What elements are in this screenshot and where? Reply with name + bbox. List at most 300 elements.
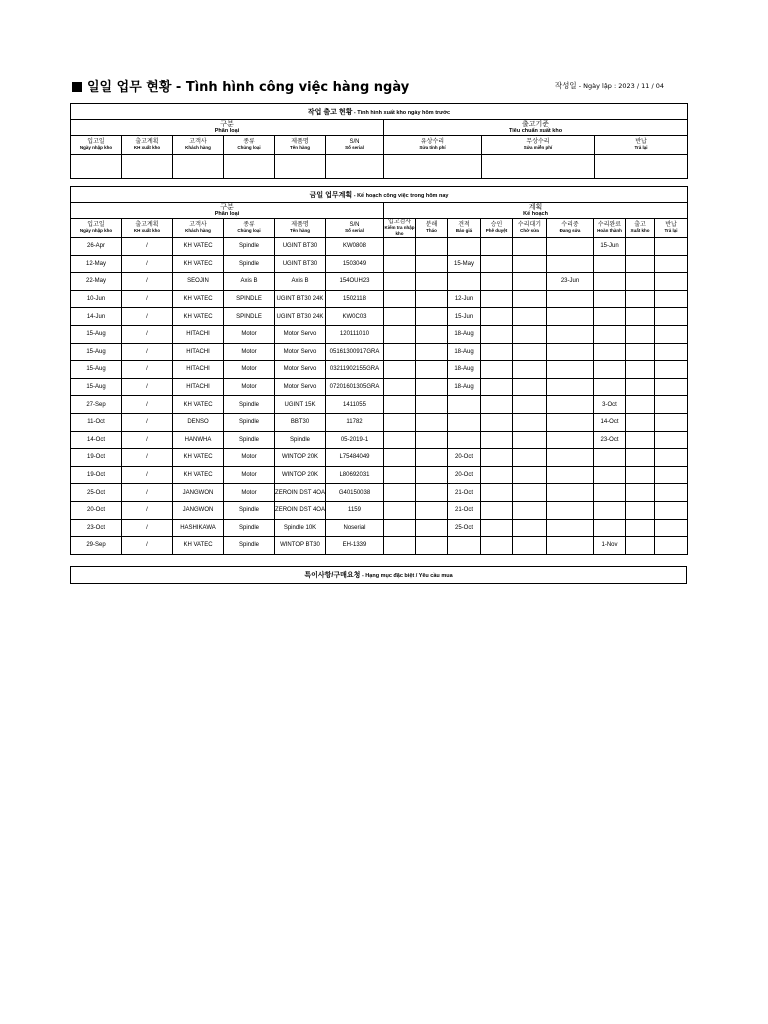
table-cell — [481, 537, 513, 555]
table-cell: Motor — [224, 325, 275, 343]
table-cell — [513, 484, 547, 502]
table-cell — [448, 396, 481, 414]
column-header: S/N Số serial — [326, 219, 384, 238]
table-cell: 22-May — [71, 273, 122, 291]
table-cell — [655, 449, 688, 467]
table-cell: Spindle — [224, 238, 275, 256]
table-cell: Motor — [224, 484, 275, 502]
table-cell: 12-May — [71, 255, 122, 273]
table-cell: 05161300917GRA — [326, 343, 384, 361]
date-value: 2023 / 11 / 04 — [618, 82, 664, 90]
table-cell: Noserial — [326, 519, 384, 537]
table-cell: KH VATEC — [173, 537, 224, 555]
table-cell — [416, 273, 448, 291]
table-cell: DENSO — [173, 413, 224, 431]
table-cell — [481, 361, 513, 379]
table-cell — [547, 325, 594, 343]
table-cell — [416, 308, 448, 326]
column-header-row — [71, 136, 688, 155]
table-cell — [655, 431, 688, 449]
table-cell — [626, 273, 655, 291]
table-cell: 15-Jun — [594, 238, 626, 256]
table-cell: 120111010 — [326, 325, 384, 343]
table-cell — [594, 519, 626, 537]
table-cell — [481, 431, 513, 449]
group-shipping-standard: 출고기준 Tiêu chuẩn xuất kho — [384, 120, 688, 136]
table-cell — [594, 361, 626, 379]
column-header: 입고검사 Kiểm tra nhập kho — [384, 219, 415, 236]
table-cell — [481, 343, 513, 361]
column-header: 견적 Báo giá — [448, 219, 481, 238]
table-cell — [594, 466, 626, 484]
column-header: S/N Số serial — [326, 136, 384, 155]
table-cell: KH VATEC — [173, 396, 224, 414]
table-cell: Motor Servo — [275, 325, 326, 343]
table-cell — [384, 431, 416, 449]
table-cell: 20-Oct — [448, 466, 481, 484]
table-cell — [513, 361, 547, 379]
table-cell — [481, 519, 513, 537]
table-cell — [655, 466, 688, 484]
table-cell — [626, 519, 655, 537]
table-cell — [626, 308, 655, 326]
table-cell: / — [122, 396, 173, 414]
table-cell — [416, 255, 448, 273]
table-cell: BBT30 — [275, 413, 326, 431]
table-cell: HITACHI — [173, 325, 224, 343]
table-cell: 154OUH23 — [326, 273, 384, 291]
table-cell — [655, 413, 688, 431]
table-cell — [594, 378, 626, 396]
column-header: 승인 Phê duyệt — [481, 219, 513, 238]
table-cell — [384, 343, 416, 361]
table-cell — [513, 325, 547, 343]
table-cell — [384, 238, 416, 256]
table-cell — [626, 378, 655, 396]
table-cell: 23-Oct — [594, 431, 626, 449]
table-cell: Motor — [224, 378, 275, 396]
table-cell: 1411055 — [326, 396, 384, 414]
table-cell: / — [122, 519, 173, 537]
table-cell — [481, 290, 513, 308]
table-cell: WINTOP 20K — [275, 466, 326, 484]
table-cell: 11782 — [326, 413, 384, 431]
column-header: 반납 Trả lại — [655, 219, 688, 238]
table-cell — [416, 290, 448, 308]
table-cell: L80692031 — [326, 466, 384, 484]
column-header-row — [71, 219, 688, 238]
table-cell — [384, 466, 416, 484]
table-cell — [655, 519, 688, 537]
table-cell — [481, 238, 513, 256]
table-row — [71, 155, 688, 179]
table-cell — [626, 255, 655, 273]
table-cell: 21-Oct — [448, 501, 481, 519]
table-cell — [481, 378, 513, 396]
column-header: 고객사 Khách hàng — [173, 136, 224, 155]
column-header: 입고일 Ngày nhập kho — [71, 219, 122, 238]
table-cell: / — [122, 290, 173, 308]
table-cell — [655, 308, 688, 326]
table-cell: 15-May — [448, 255, 481, 273]
table-cell — [547, 449, 594, 467]
table-cell: / — [122, 343, 173, 361]
table-row — [71, 466, 688, 484]
table-cell: ZEROIN DST 4OA — [275, 484, 326, 502]
table-cell — [416, 378, 448, 396]
square-bullet-icon — [72, 82, 82, 92]
column-header: 출고계획 KH xuất kho — [122, 136, 173, 155]
date-label-vi: - Ngày lập : — [576, 82, 619, 90]
table-cell — [481, 325, 513, 343]
table-cell — [655, 290, 688, 308]
table-cell — [384, 325, 416, 343]
table-cell: ZEROIN DST 4OA — [275, 501, 326, 519]
table-cell: HITACHI — [173, 343, 224, 361]
table-cell — [626, 238, 655, 256]
table-cell: 29-Sep — [71, 537, 122, 555]
table-cell — [655, 238, 688, 256]
table-cell — [513, 501, 547, 519]
table-cell: Motor — [224, 343, 275, 361]
table-cell — [594, 501, 626, 519]
table-cell — [481, 466, 513, 484]
table-cell — [594, 290, 626, 308]
table-cell — [594, 484, 626, 502]
table-row — [71, 290, 688, 308]
table-cell — [513, 413, 547, 431]
table-cell — [448, 238, 481, 256]
special-notes-table — [70, 566, 687, 584]
column-header: 제품명 Tên hàng — [275, 219, 326, 238]
table-cell — [384, 396, 416, 414]
table-cell — [416, 361, 448, 379]
table-cell: KH VATEC — [173, 238, 224, 256]
table-cell: 19-Oct — [71, 449, 122, 467]
table-cell: 15-Aug — [71, 325, 122, 343]
table-cell — [594, 308, 626, 326]
column-header: 출고 Xuất kho — [626, 219, 655, 238]
table-cell — [626, 501, 655, 519]
table-cell — [626, 466, 655, 484]
table-cell: SEOJIN — [173, 273, 224, 291]
table-cell: G40150038 — [326, 484, 384, 502]
table-cell: 20-Oct — [448, 449, 481, 467]
table-cell — [626, 325, 655, 343]
table-cell — [416, 519, 448, 537]
section-title: 작업 출고 현황 - Tình hình xuất kho ngày hôm trước — [71, 104, 688, 120]
table-cell: Motor Servo — [275, 361, 326, 379]
table-cell: 14-Oct — [594, 413, 626, 431]
table-cell — [384, 484, 416, 502]
table-cell: Spindle — [224, 537, 275, 555]
table-cell — [384, 537, 416, 555]
column-header: 분해 Tháo — [416, 219, 448, 238]
column-header: 종류 Chủng loại — [224, 219, 275, 238]
column-header: 유상수리 Sửa tính phí — [384, 136, 482, 155]
table-cell: / — [122, 466, 173, 484]
table-cell: 05-2019-1 — [326, 431, 384, 449]
table-cell: / — [122, 273, 173, 291]
table-cell: HASHIKAWA — [173, 519, 224, 537]
column-header: 무상수리 Sửa miễn phí — [482, 136, 595, 155]
table-cell: KW0C03 — [326, 308, 384, 326]
column-header: 수리완료 Hoàn thành — [594, 219, 626, 238]
table-cell: 1159 — [326, 501, 384, 519]
table-cell — [513, 396, 547, 414]
table-cell — [513, 378, 547, 396]
column-header: 반납 Trả lại — [595, 136, 688, 155]
table-cell: Motor Servo — [275, 343, 326, 361]
table-cell: UGINT BT30 24K — [275, 308, 326, 326]
table-cell: 1502118 — [326, 290, 384, 308]
table-cell: KW0808 — [326, 238, 384, 256]
table-cell: 20-Oct — [71, 501, 122, 519]
table-cell — [594, 449, 626, 467]
table-cell — [384, 308, 416, 326]
table-cell: 21-Oct — [448, 484, 481, 502]
table-cell — [448, 537, 481, 555]
table-cell: / — [122, 378, 173, 396]
table-cell: Spindle — [224, 396, 275, 414]
table-cell — [448, 273, 481, 291]
table-cell: Motor — [224, 466, 275, 484]
table-cell: / — [122, 238, 173, 256]
table-cell: 14-Jun — [71, 308, 122, 326]
table-cell: / — [122, 413, 173, 431]
table-cell — [513, 308, 547, 326]
date-label-ko: 작성일 — [554, 81, 577, 90]
table-cell: KH VATEC — [173, 290, 224, 308]
table-cell: KH VATEC — [173, 466, 224, 484]
table-cell — [547, 519, 594, 537]
table-cell: / — [122, 255, 173, 273]
table-cell — [547, 238, 594, 256]
table-cell: HANWHA — [173, 431, 224, 449]
section-title: 금일 업무계획 - Kế hoạch công việc trong hôm nay — [71, 187, 688, 203]
table-cell: 15-Aug — [71, 343, 122, 361]
table-cell — [384, 378, 416, 396]
table-cell — [513, 273, 547, 291]
table-cell — [626, 431, 655, 449]
table-cell — [594, 255, 626, 273]
table-cell: 26-Apr — [71, 238, 122, 256]
work-plan-table — [70, 186, 688, 555]
table-cell: UGINT BT30 — [275, 238, 326, 256]
table-cell — [416, 431, 448, 449]
column-header: 수리대기 Chờ sửa — [513, 219, 547, 238]
table-row — [71, 501, 688, 519]
table-cell — [481, 273, 513, 291]
table-cell — [594, 325, 626, 343]
table-cell — [416, 537, 448, 555]
table-cell: / — [122, 537, 173, 555]
table-cell — [513, 431, 547, 449]
table-cell: UGINT BT30 24K — [275, 290, 326, 308]
table-cell: 10-Jun — [71, 290, 122, 308]
table-cell — [481, 308, 513, 326]
table-cell: Motor — [224, 361, 275, 379]
table-cell — [416, 343, 448, 361]
table-cell — [547, 484, 594, 502]
table-cell: 03211902155GRA — [326, 361, 384, 379]
table-cell — [655, 378, 688, 396]
table-cell — [416, 238, 448, 256]
table-cell: Spindle — [224, 431, 275, 449]
table-cell: / — [122, 501, 173, 519]
table-cell: 15-Aug — [71, 361, 122, 379]
table-cell — [416, 396, 448, 414]
table-cell — [513, 343, 547, 361]
table-cell: JANGWON — [173, 484, 224, 502]
table-cell — [481, 255, 513, 273]
table-cell: 18-Aug — [448, 343, 481, 361]
table-cell: 07201601305GRA — [326, 378, 384, 396]
table-cell: 12-Jun — [448, 290, 481, 308]
table-cell: KH VATEC — [173, 308, 224, 326]
page-title-text: 일일 업무 현황 - Tình hình công việc hàng ngày — [87, 80, 410, 95]
table-row — [71, 413, 688, 431]
table-cell: 23-Oct — [71, 519, 122, 537]
table-cell: / — [122, 449, 173, 467]
section-title: 특이사항/구매요청 - Hạng mục đặc biệt / Yêu cầu mua — [71, 567, 687, 584]
table-row — [71, 431, 688, 449]
table-row — [71, 325, 688, 343]
table-cell: 15-Jun — [448, 308, 481, 326]
table-cell — [513, 537, 547, 555]
table-cell — [384, 290, 416, 308]
table-cell: WINTOP BT30 — [275, 537, 326, 555]
table-cell — [655, 501, 688, 519]
table-row — [71, 273, 688, 291]
table-cell — [626, 537, 655, 555]
table-row — [71, 378, 688, 396]
table-cell: Axis B — [275, 273, 326, 291]
table-cell — [481, 484, 513, 502]
column-header: 종류 Chủng loại — [224, 136, 275, 155]
table-cell — [626, 449, 655, 467]
table-cell: JANGWON — [173, 501, 224, 519]
table-cell: 19-Oct — [71, 466, 122, 484]
table-cell: UGINT 15K — [275, 396, 326, 414]
table-cell — [481, 449, 513, 467]
table-cell: / — [122, 431, 173, 449]
column-header: 입고일 Ngày nhập kho — [71, 136, 122, 155]
table-cell: Axis B — [224, 273, 275, 291]
table-row — [71, 484, 688, 502]
table-cell — [384, 449, 416, 467]
table-cell: UGINT BT30 — [275, 255, 326, 273]
table-cell — [547, 308, 594, 326]
table-row — [71, 308, 688, 326]
table-cell — [547, 537, 594, 555]
table-cell: KH VATEC — [173, 255, 224, 273]
table-row — [71, 519, 688, 537]
table-cell: 18-Aug — [448, 378, 481, 396]
table-cell: 1503049 — [326, 255, 384, 273]
table-cell — [626, 343, 655, 361]
table-cell — [547, 343, 594, 361]
column-header: 제품명 Tên hàng — [275, 136, 326, 155]
table-cell — [655, 255, 688, 273]
table-row — [71, 361, 688, 379]
table-cell — [416, 325, 448, 343]
table-cell: 3-Oct — [594, 396, 626, 414]
table-cell: 25-Oct — [71, 484, 122, 502]
table-cell: Motor Servo — [275, 378, 326, 396]
table-cell: / — [122, 361, 173, 379]
table-cell — [481, 413, 513, 431]
table-row — [71, 255, 688, 273]
table-cell — [448, 413, 481, 431]
table-cell — [513, 466, 547, 484]
table-row — [71, 343, 688, 361]
table-cell: Spindle — [224, 519, 275, 537]
table-cell — [384, 501, 416, 519]
table-cell: L75484049 — [326, 449, 384, 467]
table-cell — [655, 396, 688, 414]
table-cell — [384, 413, 416, 431]
table-cell: SPINDLE — [224, 290, 275, 308]
table-cell: 14-Oct — [71, 431, 122, 449]
table-cell — [655, 343, 688, 361]
group-plan: 계획 Kế hoạch — [384, 203, 688, 219]
group-classification: 구분 Phân loại — [71, 203, 384, 219]
table-cell — [513, 449, 547, 467]
table-cell: SPINDLE — [224, 308, 275, 326]
table-cell: EH-1339 — [326, 537, 384, 555]
table-cell: Spindle — [224, 501, 275, 519]
table-cell — [513, 519, 547, 537]
table-cell — [594, 343, 626, 361]
table-cell — [513, 290, 547, 308]
table-cell — [481, 396, 513, 414]
table-cell — [384, 519, 416, 537]
table-cell: HITACHI — [173, 361, 224, 379]
table-cell — [547, 501, 594, 519]
table-cell: 27-Sep — [71, 396, 122, 414]
table-row — [71, 449, 688, 467]
table-cell — [384, 273, 416, 291]
table-cell: 1-Nov — [594, 537, 626, 555]
table-row — [71, 238, 688, 256]
table-cell — [655, 361, 688, 379]
table-cell — [655, 537, 688, 555]
table-cell — [513, 255, 547, 273]
table-cell — [547, 361, 594, 379]
table-cell — [547, 431, 594, 449]
table-cell: 18-Aug — [448, 361, 481, 379]
table-cell — [547, 413, 594, 431]
table-row — [71, 537, 688, 555]
table-cell: Spindle — [224, 255, 275, 273]
table-cell — [655, 273, 688, 291]
table-cell — [416, 484, 448, 502]
table-cell — [481, 501, 513, 519]
table-cell: 18-Aug — [448, 325, 481, 343]
table-cell — [448, 431, 481, 449]
table-cell — [547, 290, 594, 308]
group-classification: 구분 Phân loại — [71, 120, 384, 136]
shipping-status-table — [70, 103, 688, 179]
table-cell: 15-Aug — [71, 378, 122, 396]
table-cell — [416, 466, 448, 484]
table-cell: 23-Jun — [547, 273, 594, 291]
table-cell: / — [122, 325, 173, 343]
table-cell — [384, 361, 416, 379]
table-cell — [547, 255, 594, 273]
page-title — [72, 76, 409, 95]
